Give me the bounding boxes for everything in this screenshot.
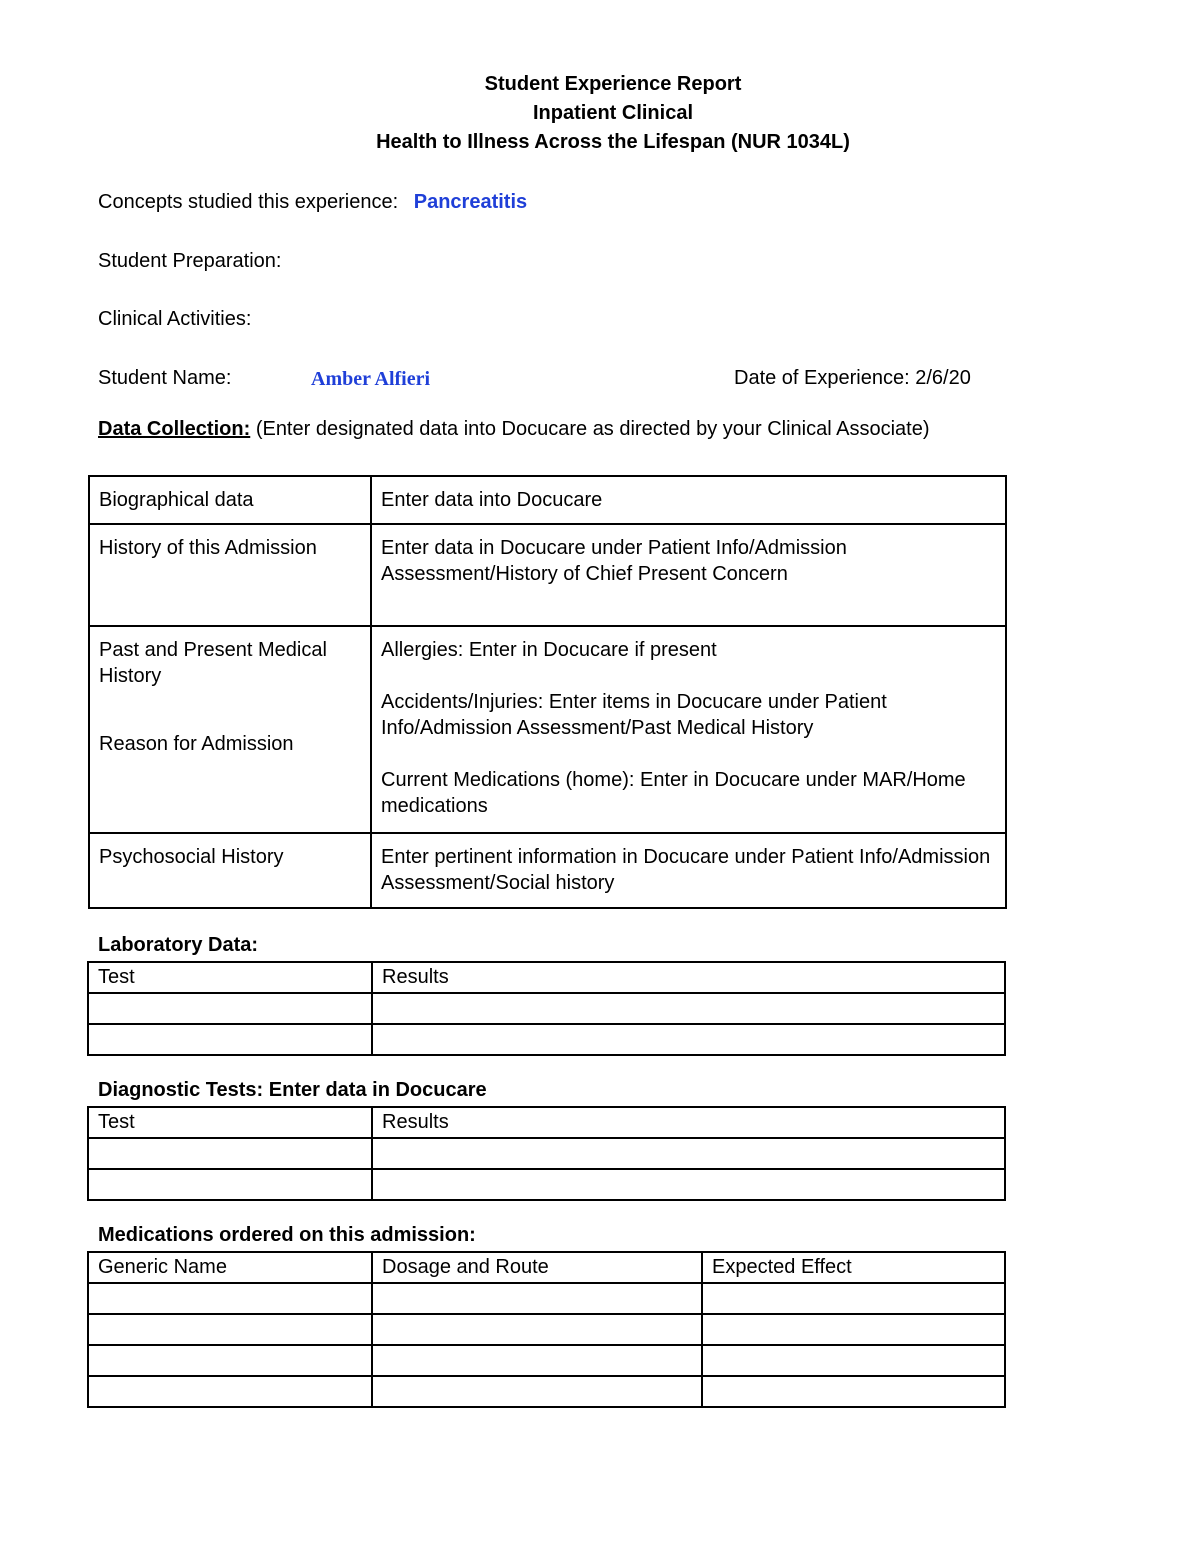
data-collection-row [98, 417, 930, 441]
student-name-label: Student Name: [98, 367, 232, 389]
table-cell[interactable] [88, 1345, 372, 1376]
title-line-3: Health to Illness Across the Lifespan (NUR 1034L) [376, 131, 850, 153]
table-cell [89, 626, 371, 833]
table-cell[interactable] [88, 1376, 372, 1407]
table-row [89, 833, 1006, 908]
table-header-cell: Dosage and Route [372, 1252, 702, 1283]
laboratory-table [87, 961, 1006, 1056]
table-header-cell: Test [88, 1107, 372, 1138]
table-row [88, 993, 1005, 1024]
date-of-experience: Date of Experience: 2/6/20 [734, 367, 971, 389]
table-header-cell: Test [88, 962, 372, 993]
accidents-text: Accidents/Injuries: Enter items in Docucare under Patient Info/Admission Assessment/Past Medical History [381, 691, 887, 739]
data-collection-table [88, 475, 1007, 909]
table-cell[interactable] [702, 1283, 1005, 1314]
table-cell: Enter pertinent information in Docucare under Patient Info/Admission Assessment/Social history [371, 833, 1006, 908]
table-cell: Enter data into Docucare [371, 476, 1006, 524]
table-row [88, 1024, 1005, 1055]
data-collection-instruction: (Enter designated data into Docucare as directed by your Clinical Associate) [255, 418, 930, 440]
table-cell[interactable] [372, 1345, 702, 1376]
medications-text: Current Medications (home): Enter in Docucare under MAR/Home medications [381, 769, 966, 817]
title-line-2: Inpatient Clinical [532, 102, 694, 124]
table-header-cell: Generic Name [88, 1252, 372, 1283]
table-cell[interactable] [372, 1024, 1005, 1055]
medications-heading: Medications ordered on this admission: [98, 1224, 476, 1246]
table-cell[interactable] [88, 1024, 372, 1055]
table-row [89, 524, 1006, 626]
table-cell: Biographical data [89, 476, 371, 524]
table-cell: Enter data in Docucare under Patient Info/Admission Assessment/History of Chief Present Concern [371, 524, 1006, 626]
data-collection-heading: Data Collection: [98, 418, 251, 440]
medications-table [87, 1251, 1006, 1408]
concepts-value: Pancreatitis [413, 191, 528, 213]
diagnostic-table [87, 1106, 1006, 1201]
table-header-cell: Expected Effect [702, 1252, 1005, 1283]
table-row [88, 1314, 1005, 1345]
medical-history-label: Past and Present Medical History [99, 639, 327, 687]
table-row [88, 1138, 1005, 1169]
student-name-value: Amber Alfieri [311, 368, 431, 390]
table-header-row [88, 1107, 1005, 1138]
table-cell[interactable] [372, 1169, 1005, 1200]
title-line-1: Student Experience Report [484, 73, 742, 95]
table-cell[interactable] [372, 993, 1005, 1024]
table-cell[interactable] [88, 993, 372, 1024]
preparation-label: Student Preparation: [98, 250, 282, 272]
table-cell[interactable] [372, 1314, 702, 1345]
table-header-row [88, 962, 1005, 993]
table-cell[interactable] [88, 1138, 372, 1169]
laboratory-heading: Laboratory Data: [98, 934, 259, 956]
concepts-row [98, 190, 527, 214]
table-cell[interactable] [372, 1283, 702, 1314]
table-cell: Psychosocial History [89, 833, 371, 908]
table-cell: History of this Admission [89, 524, 371, 626]
reason-for-admission-label: Reason for Admission [99, 733, 294, 755]
table-row [88, 1345, 1005, 1376]
table-row [88, 1376, 1005, 1407]
table-cell[interactable] [702, 1376, 1005, 1407]
table-header-cell: Results [372, 962, 1005, 993]
table-cell[interactable] [372, 1376, 702, 1407]
report-title [0, 70, 1200, 157]
table-cell[interactable] [88, 1283, 372, 1314]
allergies-text: Allergies: Enter in Docucare if present [381, 639, 717, 661]
table-row [88, 1283, 1005, 1314]
table-cell[interactable] [372, 1138, 1005, 1169]
activities-label: Clinical Activities: [98, 308, 252, 330]
table-cell[interactable] [702, 1345, 1005, 1376]
table-header-cell: Results [372, 1107, 1005, 1138]
table-header-row [88, 1252, 1005, 1283]
table-cell[interactable] [88, 1169, 372, 1200]
diagnostic-heading: Diagnostic Tests: Enter data in Docucare [98, 1079, 487, 1101]
concepts-label: Concepts studied this experience: [98, 191, 399, 213]
table-cell [371, 626, 1006, 833]
table-row [88, 1169, 1005, 1200]
table-row [89, 476, 1006, 524]
table-cell[interactable] [88, 1314, 372, 1345]
table-cell[interactable] [702, 1314, 1005, 1345]
table-row [89, 626, 1006, 833]
